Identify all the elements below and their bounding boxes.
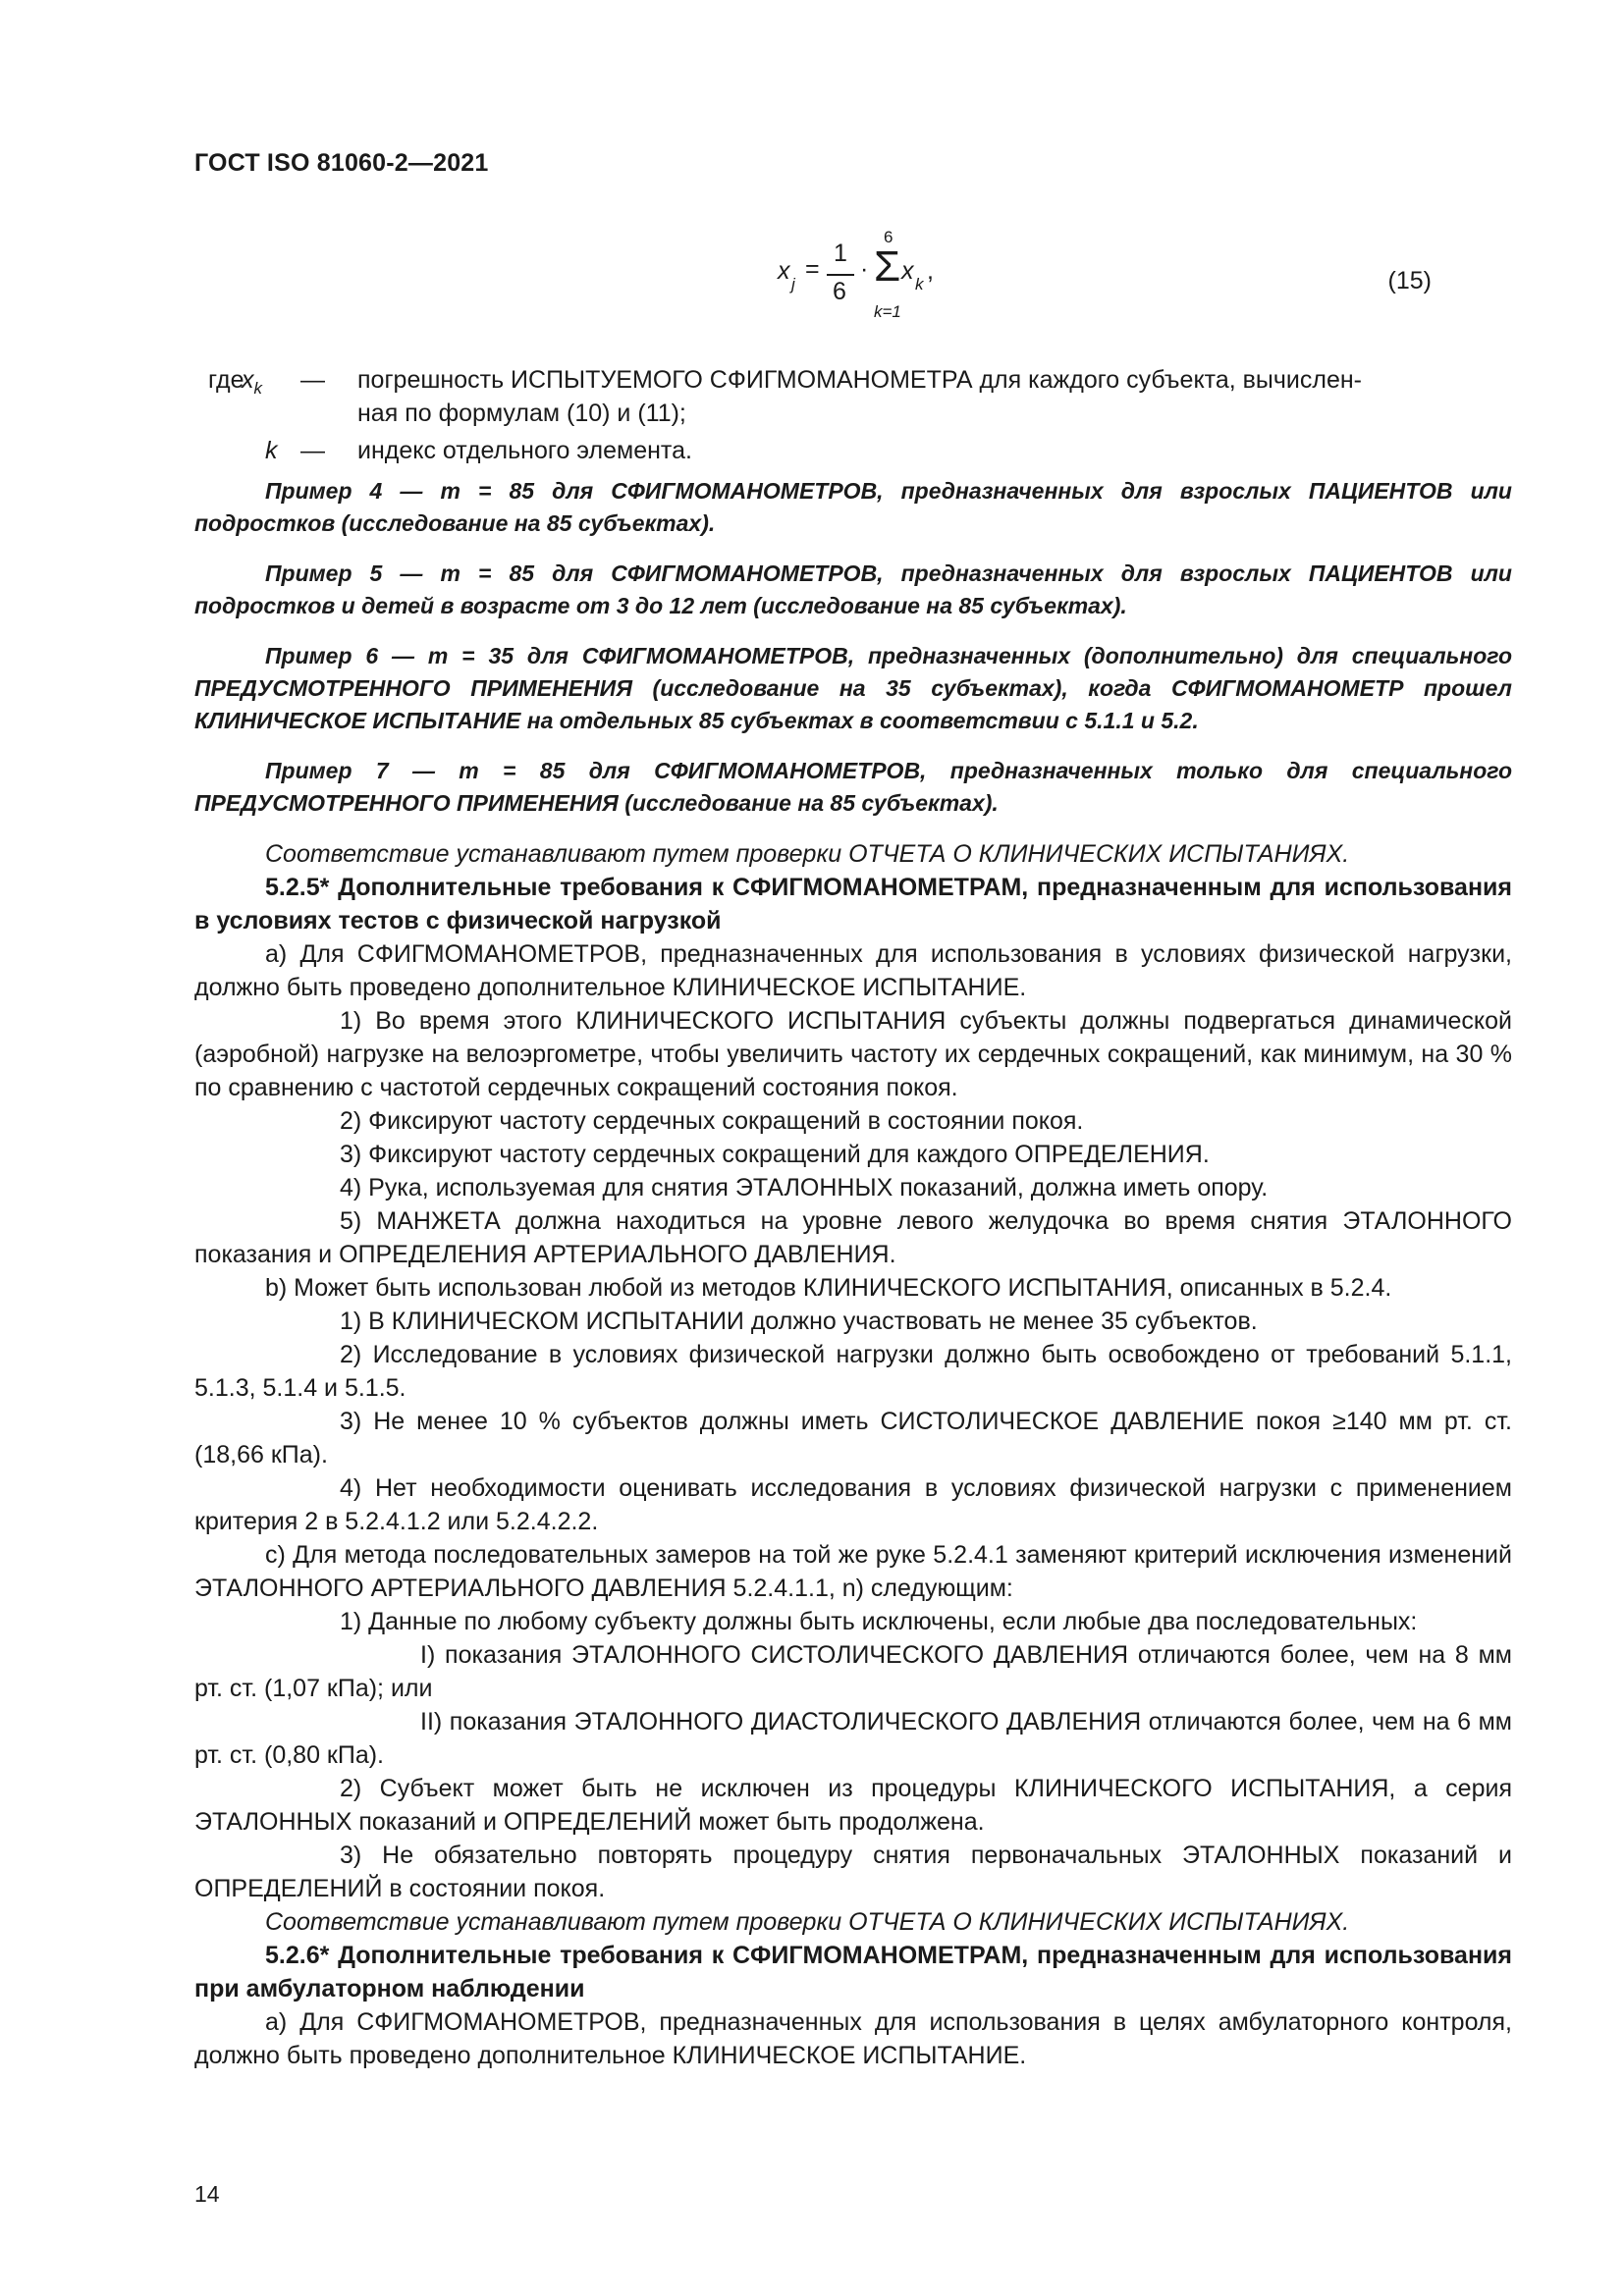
conformity-statement-1: Соответствие устанавливают путем проверки ОТЧЕТА О КЛИНИЧЕСКИХ ИСПЫТАНИЯХ. <box>265 840 1350 868</box>
conformity-statement-2: Соответствие устанавливают путем проверки ОТЧЕТА О КЛИНИЧЕСКИХ ИСПЫТАНИЯХ. <box>265 1908 1350 1936</box>
formula-sigma: Σ <box>874 242 901 291</box>
item-b3: 3) Не менее 10 % субъектов должны иметь СИСТОЛИЧЕСКОЕ ДАВЛЕНИЕ покоя ≥140 мм рт. ст. (18,66 кПа). <box>194 1408 1512 1468</box>
where-text-xk-continued: ная по формулам (10) и (11); <box>357 400 686 427</box>
formula-15 <box>776 228 952 336</box>
section-5-2-6-item-a: a) Для СФИГМОМАНОМЕТРОВ, предназначенных для использования в целях амбулаторного контроля, должно быть проведено дополнительное КЛИНИЧЕСКОЕ ИСПЫТАНИЕ. <box>194 2008 1512 2069</box>
where-symbol-k: k <box>265 437 278 464</box>
where-symbol-xk: $x_k$ <box>242 366 262 398</box>
item-c: c) Для метода последовательных замеров на той же руке 5.2.4.1 заменяют критерий исключения изменений ЭТАЛОННОГО АРТЕРИАЛЬНОГО ДАВЛЕНИЯ 5.2.4.1.1, n) следующим: <box>194 1541 1512 1602</box>
item-a4: 4) Рука, используемая для снятия ЭТАЛОННЫХ показаний, должна иметь опору. <box>340 1174 1269 1201</box>
item-a1: 1) Во время этого КЛИНИЧЕСКОГО ИСПЫТАНИЯ субъекты должны подвергаться динамической (аэробной) нагрузке на велоэргометре, чтобы увеличить частоту их сердечных сокращений, как минимум, на 30 % по сравнению с частотой сердечных сокращений состояния покоя. <box>194 1007 1512 1101</box>
item-b4: 4) Нет необходимости оценивать исследования в условиях физической нагрузки с применением критерия 2 в 5.2.4.1.2 или 5.2.4.2.2. <box>194 1474 1512 1535</box>
where-row-xk <box>194 363 1512 430</box>
where-text-k: индекс отдельного элемента. <box>357 437 692 464</box>
page-number: 14 <box>194 2181 220 2207</box>
where-definitions <box>194 363 1512 467</box>
section-5-2-5-heading: 5.2.5* Дополнительные требования к СФИГМОМАНОМЕТРАМ, предназначенным для использования в условиях тестов с физической нагрузкой <box>194 874 1512 934</box>
formula-dot: · <box>860 255 869 283</box>
formula-lhs: x <box>778 257 790 285</box>
example-7: Пример 7 — m = 85 для СФИГМОМАНОМЕТРОВ, предназначенных только для специального ПРЕДУСМОТРЕННОГО ПРИМЕНЕНИЯ (исследование на 85 субъектах). <box>194 758 1512 816</box>
formula-equals: = <box>805 255 820 283</box>
where-label: где <box>208 366 244 394</box>
example-4: Пример 4 — m = 85 для СФИГМОМАНОМЕТРОВ, предназначенных для взрослых ПАЦИЕНТОВ или подростков (исследование на 85 субъектах). <box>194 478 1512 536</box>
example-5: Пример 5 — m = 85 для СФИГМОМАНОМЕТРОВ, предназначенных для взрослых ПАЦИЕНТОВ или подростков и детей в возрасте от 3 до 12 лет (исследование на 85 субъектах). <box>194 561 1512 618</box>
item-b: b) Может быть использован любой из методов КЛИНИЧЕСКОГО ИСПЫТАНИЯ, описанных в 5.2.4. <box>265 1274 1392 1302</box>
formula-fraction-numerator: 1 <box>834 240 847 267</box>
where-text-xk: погрешность ИСПЫТУЕМОГО СФИГМОМАНОМЕТРА для каждого субъекта, вычислен- <box>357 366 1362 394</box>
item-a3: 3) Фиксируют частоту сердечных сокращений для каждого ОПРЕДЕЛЕНИЯ. <box>340 1141 1210 1168</box>
formula-sigma-upper: 6 <box>884 228 893 246</box>
formula-fraction-denominator: 6 <box>833 278 846 305</box>
item-a5: 5) МАНЖЕТА должна находиться на уровне левого желудочка во время снятия ЭТАЛОННОГО показания и ОПРЕДЕЛЕНИЯ АРТЕРИАЛЬНОГО ДАВЛЕНИЯ. <box>194 1207 1512 1268</box>
item-a: a) Для СФИГМОМАНОМЕТРОВ, предназначенных для использования в условиях физической нагрузки, должно быть проведено дополнительное КЛИНИЧЕСКОЕ ИСПЫТАНИЕ. <box>194 940 1512 1001</box>
formula-fraction-bar <box>827 274 854 276</box>
item-a2: 2) Фиксируют частоту сердечных сокращений в состоянии покоя. <box>340 1107 1084 1135</box>
formula-lhs-subscript: j <box>791 275 795 294</box>
item-c2: 2) Субъект может быть не исключен из процедуры КЛИНИЧЕСКОГО ИСПЫТАНИЯ, а серия ЭТАЛОННЫХ показаний и ОПРЕДЕЛЕНИЙ может быть продолжена. <box>194 1775 1512 1836</box>
where-dash: — <box>300 437 325 464</box>
formula-sigma-lower: k=1 <box>874 302 901 321</box>
item-c3: 3) Не обязательно повторять процедуру снятия первоначальных ЭТАЛОННЫХ показаний и ОПРЕДЕЛЕНИЙ в состоянии покоя. <box>194 1842 1512 1902</box>
formula-term: x <box>901 257 914 285</box>
item-c1: 1) Данные по любому субъекту должны быть исключены, если любые два последовательных: <box>340 1608 1418 1635</box>
item-b2: 2) Исследование в условиях физической нагрузки должно быть освобождено от требований 5.1.1, 5.1.3, 5.1.4 и 5.1.5. <box>194 1341 1512 1402</box>
item-c1-I: I) показания ЭТАЛОННОГО СИСТОЛИЧЕСКОГО ДАВЛЕНИЯ отличаются более, чем на 8 мм рт. ст. (1,07 кПа); или <box>194 1641 1512 1702</box>
where-dash: — <box>300 366 325 394</box>
document-header: ГОСТ ISO 81060-2—2021 <box>194 149 489 177</box>
where-row-k <box>194 434 1512 467</box>
example-6: Пример 6 — m = 35 для СФИГМОМАНОМЕТРОВ, предназначенных (дополнительно) для специального ПРЕДУСМОТРЕННОГО ПРИМЕНЕНИЯ (исследование на 35 субъектах), когда СФИГМОМАНОМЕТР прошел КЛИНИЧЕСКОЕ ИСПЫТАНИЕ на отдельных 85 субъектах в соответствии с 5.1.1 и 5.2. <box>194 643 1512 733</box>
formula-term-subscript: k <box>915 275 924 294</box>
item-b1: 1) В КЛИНИЧЕСКОМ ИСПЫТАНИИ должно участвовать не менее 35 субъектов. <box>340 1308 1258 1335</box>
item-c1-II: II) показания ЭТАЛОННОГО ДИАСТОЛИЧЕСКОГО ДАВЛЕНИЯ отличаются более, чем на 6 мм рт. ст. (0,80 кПа). <box>194 1708 1512 1769</box>
equation-number: (15) <box>1387 267 1432 294</box>
main-text <box>194 363 1512 2072</box>
formula-comma: , <box>927 257 934 285</box>
section-5-2-6-heading: 5.2.6* Дополнительные требования к СФИГМОМАНОМЕТРАМ, предназначенным для использования при амбулаторном наблюдении <box>194 1942 1512 2002</box>
